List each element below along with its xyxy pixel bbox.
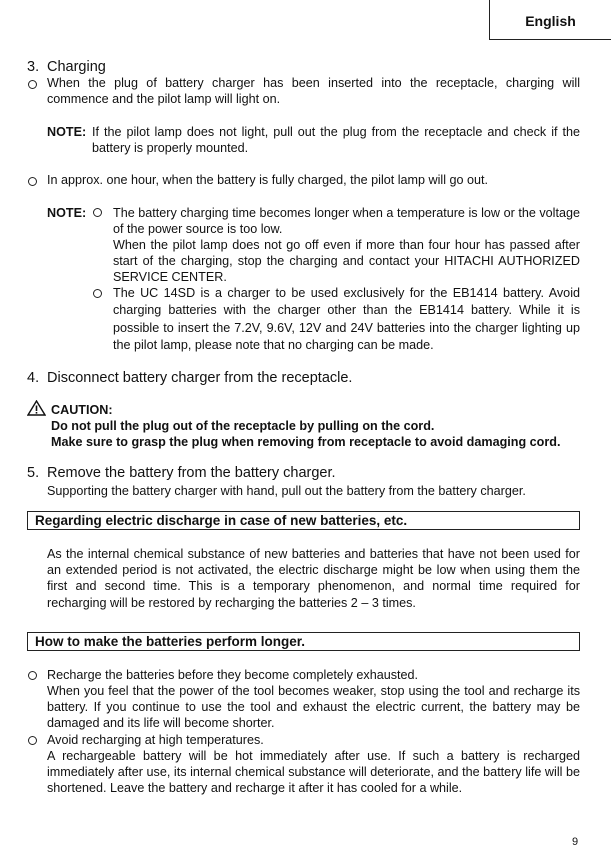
longer-bullet-1-text: When you feel that the power of the tool becomes weaker, stop using the tool and recharge its battery. If you continue to use the tool and exhaust the electric current, the battery may be damaged and its life will become shorter. <box>47 684 580 731</box>
disconnect-title: Disconnect battery charger from the receptacle. <box>47 370 353 386</box>
longer-bullet-2-text: A rechargeable battery will be hot immediately after use. If such a battery is recharged immediately after use, its internal chemical substance will deteriorate, and the battery life will be shortened. Leave the battery and recharge it after it has cooled for a while. <box>47 749 580 796</box>
bullet-circle-icon <box>28 736 37 745</box>
step-number-5: 5. <box>27 465 40 481</box>
caution-line-2: Make sure to grasp the plug when removing from receptacle to avoid damaging cord. <box>51 435 561 449</box>
discharge-text: As the internal chemical substance of new batteries and batteries that have not been used for an extended period is not activated, the electric discharge might be low when using them the first and second time. This is a temporary phenomenon, and normal time required for recharging will be restored by recharging the batteries 2 – 3 times. <box>47 547 580 610</box>
charging-bullet-1: When the plug of battery charger has been inserted into the receptacle, charging will commence and the pilot lamp will light on. <box>47 76 580 107</box>
bullet-circle-icon <box>28 80 37 89</box>
bullet-circle-icon <box>28 671 37 680</box>
discharge-heading: Regarding electric discharge in case of new batteries, etc. <box>27 511 580 530</box>
bullet-circle-icon <box>93 289 102 298</box>
note-2b-text: The UC 14SD is a charger to be used exclusively for the EB1414 battery. Avoid charging batteries with the charger other than the EB1414 battery. While it is possible to insert the 7.2V, 9.6V, 12V and 24V batteries into the charger lighting up the pilot lamp, please note that no charging can be made. <box>113 286 580 352</box>
caution-label: CAUTION: <box>51 403 113 417</box>
note-label: NOTE: <box>47 125 87 139</box>
charging-bullet-2: In approx. one hour, when the battery is fully charged, the pilot lamp will go out. <box>47 173 489 187</box>
note-2a2-text: When the pilot lamp does not go off even if more than four hour has passed after start of the charging, stop the charging and contact your HITACHI AUTHORIZED SERVICE CENTER. <box>113 238 580 285</box>
step-number-3: 3. <box>27 59 40 75</box>
note-label: NOTE: <box>47 206 87 220</box>
note-2a-text: The battery charging time becomes longer when a temperature is low or the voltage of the power source is too low. <box>113 206 580 237</box>
page-number: 9 <box>572 836 579 848</box>
bullet-circle-icon <box>28 177 37 186</box>
longer-bullet-1-title: Recharge the batteries before they become completely exhausted. <box>47 668 419 682</box>
remove-text: Supporting the battery charger with hand, pull out the battery from the battery charger. <box>47 484 526 498</box>
language-tab: English <box>489 0 611 40</box>
longer-bullet-2-title: Avoid recharging at high temperatures. <box>47 733 264 747</box>
warning-triangle-icon <box>27 400 46 416</box>
remove-title: Remove the battery from the battery charger. <box>47 465 336 481</box>
longer-heading: How to make the batteries perform longer. <box>27 632 580 651</box>
charging-title: Charging <box>47 59 106 75</box>
caution-line-1: Do not pull the plug out of the receptacle by pulling on the cord. <box>51 419 435 433</box>
bullet-circle-icon <box>93 208 102 217</box>
note-1-text: If the pilot lamp does not light, pull out the plug from the receptacle and check if the battery is properly mounted. <box>92 125 580 156</box>
step-number-4: 4. <box>27 370 40 386</box>
